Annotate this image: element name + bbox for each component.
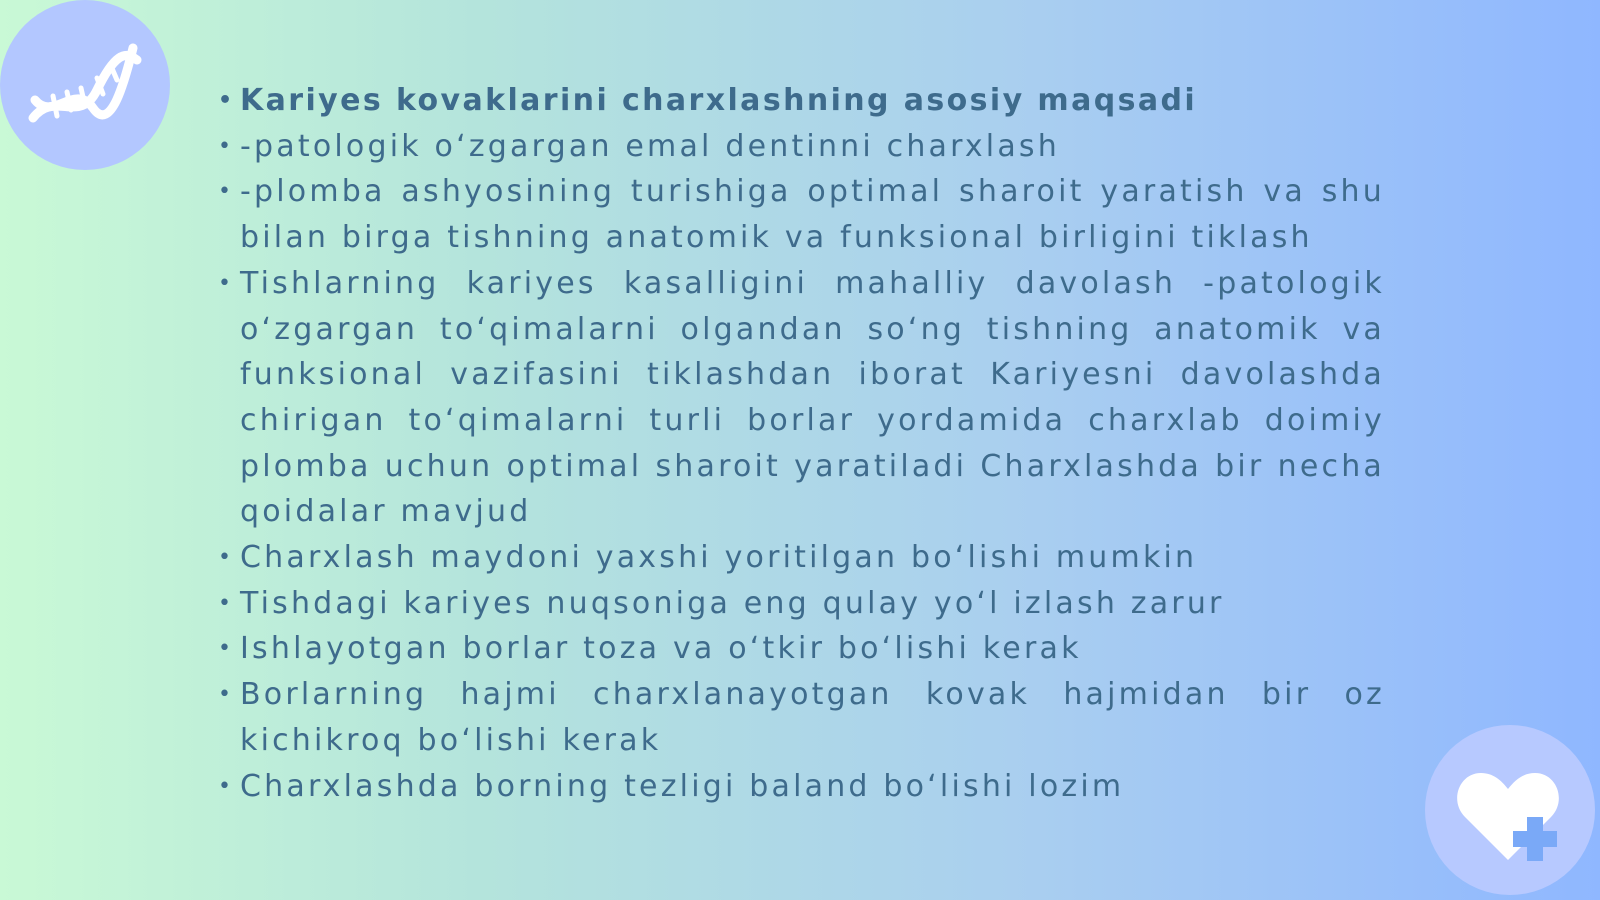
dna-icon [25, 30, 145, 140]
bullet-dot: • [218, 270, 235, 296]
bullet-dot: • [218, 773, 235, 799]
bullet-item [210, 626, 1385, 672]
bullet-text: Tishlarning kariyes kasalligini mahalliy davolash -patologik o‘zgargan to‘qimalarni olgandan so‘ng tishning anatomik va funksional vazifasini tiklashdan iborat Kariyesni davolashda chirigan to‘qimalarni turli borlar yordamida charxlab doimiy plomba uchun optimal sharoit yaratiladi Charxlashda bir necha qoidalar mavjud [240, 265, 1385, 530]
bullet-item [210, 261, 1385, 535]
bullet-list [210, 78, 1385, 809]
bullet-dot: • [218, 88, 235, 113]
bullet-text: -patologik o‘zgargan emal dentinni charxlash [240, 128, 1060, 164]
bullet-text: Ishlayotgan borlar toza va o‘tkir bo‘lishi kerak [240, 631, 1082, 667]
heart-plus-icon [1453, 765, 1573, 870]
bullet-dot: • [218, 682, 235, 708]
bullet-item [210, 169, 1385, 260]
health-badge [1425, 725, 1595, 895]
bullet-dot: • [218, 179, 235, 205]
bullet-item [210, 124, 1385, 170]
bullet-text: Charxlash maydoni yaxshi yoritilgan bo‘lishi mumkin [240, 540, 1198, 576]
bullet-item [210, 764, 1385, 810]
bullet-item [210, 672, 1385, 763]
bullet-text: -plomba ashyosining turishiga optimal sharoit yaratish va shu bilan birga tishning anatomik va funksional birligini tiklash [240, 174, 1385, 256]
bullet-item [210, 581, 1385, 627]
bullet-text: Borlarning hajmi charxlanayotgan kovak hajmidan bir oz kichikroq bo‘lishi kerak [240, 677, 1385, 758]
bullet-dot: • [218, 590, 235, 616]
bullet-item [210, 535, 1385, 581]
bullet-item [210, 78, 1385, 124]
bullet-text: Tishdagi kariyes nuqsoniga eng qulay yo‘l izlash zarur [240, 585, 1225, 621]
bullet-text: Charxlashda borning tezligi baland bo‘lishi lozim [240, 768, 1125, 804]
bullet-text: Kariyes kovaklarini charxlashning asosiy maqsadi [240, 83, 1198, 118]
bullet-dot: • [218, 636, 235, 662]
bullet-dot: • [218, 133, 235, 159]
dna-badge [0, 0, 170, 170]
bullet-dot: • [218, 545, 235, 571]
